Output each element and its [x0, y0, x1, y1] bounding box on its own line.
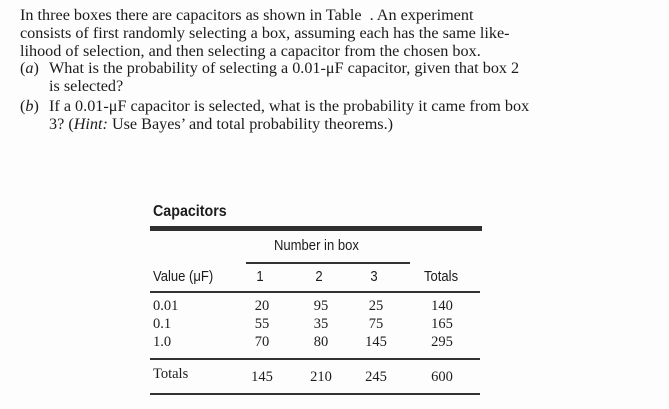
- table-title: Capacitors: [153, 203, 227, 220]
- row-box2: 95: [313, 298, 329, 314]
- part-b: [20, 98, 660, 134]
- part-a-line: What is the probability of selecting a 0.01-μF capacitor, given that box 2: [49, 59, 520, 78]
- intro-line: In three boxes there are capacitors as shown in Table . An experiment: [20, 6, 474, 24]
- row-box1: 70: [254, 334, 270, 350]
- row-total: 295: [431, 334, 453, 350]
- part-b-line: 3? (Hint: Use Bayes’ and total probability theorems.): [49, 114, 394, 133]
- row-value: 1.0: [153, 334, 172, 350]
- part-a-line: is selected?: [49, 77, 124, 96]
- totals-box2: 210: [310, 369, 332, 385]
- part-b-line: If a 0.01-μF capacitor is selected, what is the probability it came from box: [49, 96, 530, 115]
- part-b-label: (b): [20, 96, 39, 115]
- row-box2: 35: [313, 316, 329, 332]
- totals-rule: [150, 358, 480, 360]
- row-value: 0.01: [153, 298, 179, 314]
- problem-statement: [20, 7, 660, 134]
- totals-label: Totals: [153, 366, 189, 382]
- col-header-value: Value (μF): [153, 269, 214, 285]
- row-box2: 80: [313, 334, 329, 350]
- row-total: 140: [431, 298, 453, 314]
- row-box1: 55: [254, 316, 270, 332]
- totals-total: 600: [431, 369, 453, 385]
- intro-line: consists of first randomly selecting a box, assuming each has the same like-: [20, 23, 510, 42]
- number-in-box-header: Number in box: [274, 238, 359, 254]
- col-header-box3: 3: [370, 269, 378, 285]
- table-top-rule: [150, 226, 482, 231]
- header-rule: [150, 291, 480, 293]
- row-box3: 75: [368, 316, 384, 332]
- row-box3: 145: [365, 334, 387, 350]
- row-total: 165: [431, 316, 453, 332]
- totals-box1: 145: [251, 369, 273, 385]
- hint-label: Hint:: [73, 114, 108, 133]
- row-box3: 25: [368, 298, 384, 314]
- col-header-box1: 1: [256, 269, 264, 285]
- part-a-label: (a): [20, 59, 39, 78]
- intro-line: lihood of selection, and then selecting a capacitor from the chosen box.: [20, 41, 481, 60]
- row-value: 0.1: [153, 316, 172, 332]
- row-box1: 20: [254, 298, 270, 314]
- col-header-totals: Totals: [424, 269, 459, 285]
- table-bottom-rule: [150, 393, 480, 395]
- totals-box3: 245: [365, 369, 387, 385]
- part-a: [20, 60, 660, 96]
- group-header-rule: [246, 262, 410, 264]
- col-header-box2: 2: [315, 269, 323, 285]
